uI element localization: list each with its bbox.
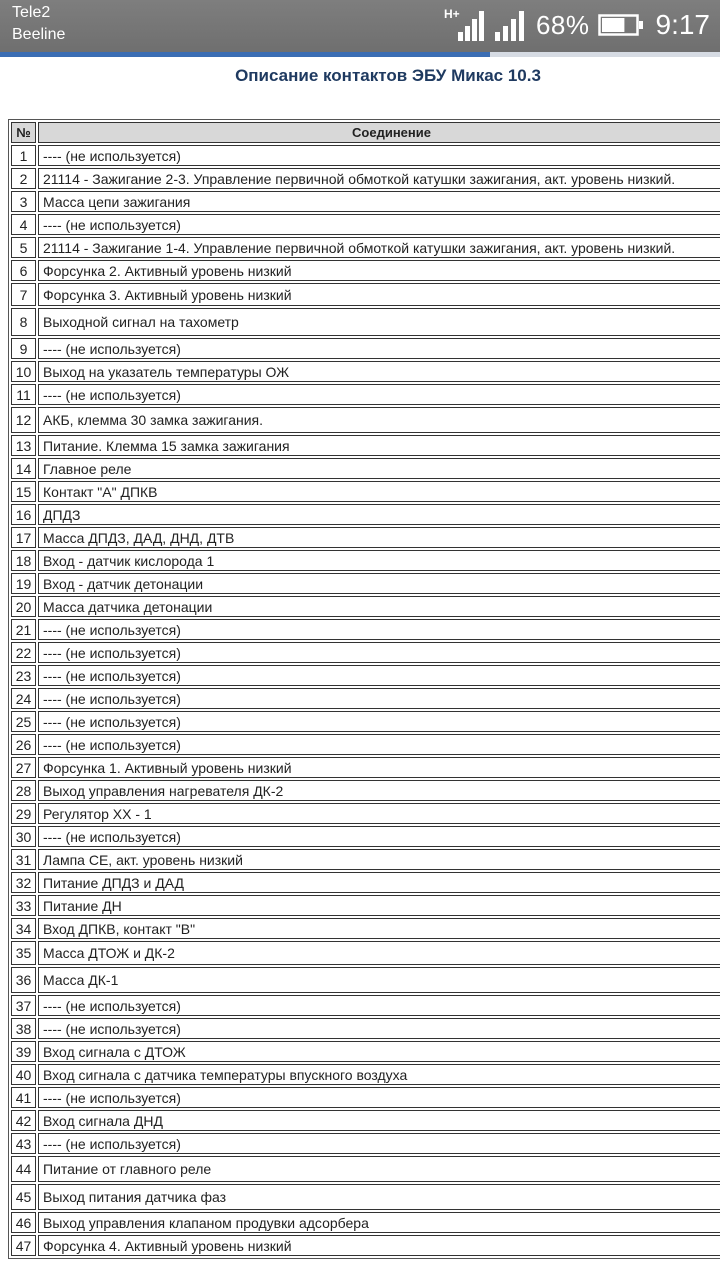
- pin-number: 35: [11, 941, 36, 965]
- table-row: [11, 1018, 720, 1039]
- pin-connection: Выход на указатель температуры ОЖ: [38, 361, 720, 382]
- pin-connection: Лампа СЕ, акт. уровень низкий: [38, 849, 720, 870]
- pin-connection: ---- (не используется): [38, 688, 720, 709]
- table-row: [11, 918, 720, 939]
- table-row: [11, 1212, 720, 1233]
- table-row: [11, 384, 720, 405]
- table-row: [11, 361, 720, 382]
- pin-number: 32: [11, 872, 36, 893]
- pin-number: 33: [11, 895, 36, 916]
- pin-connection: ---- (не используется): [38, 384, 720, 405]
- pin-number: 8: [11, 308, 36, 336]
- pin-connection: Форсунка 3. Активный уровень низкий: [38, 283, 720, 306]
- table-row: [11, 550, 720, 571]
- pin-number: 19: [11, 573, 36, 594]
- pin-connection: Масса ДТОЖ и ДК-2: [38, 941, 720, 965]
- pin-connection: Форсунка 1. Активный уровень низкий: [38, 757, 720, 778]
- pin-number: 24: [11, 688, 36, 709]
- pin-number: 21: [11, 619, 36, 640]
- pin-connection: ---- (не используется): [38, 1087, 720, 1108]
- pin-number: 23: [11, 665, 36, 686]
- table-row: [11, 1184, 720, 1210]
- pin-number: 16: [11, 504, 36, 525]
- battery-icon: [598, 12, 644, 38]
- pin-number: 26: [11, 734, 36, 755]
- pin-number: 25: [11, 711, 36, 732]
- carrier-1-label: Tele2: [12, 4, 51, 21]
- status-bar: [0, 0, 720, 52]
- pin-connection: Вход сигнала с датчика температуры впускного воздуха: [38, 1064, 720, 1085]
- pin-connection: ---- (не используется): [38, 826, 720, 847]
- table-row: [11, 407, 720, 433]
- table-row: [11, 1087, 720, 1108]
- pin-connection: ---- (не используется): [38, 145, 720, 166]
- pin-connection: Форсунка 4. Активный уровень низкий: [38, 1235, 720, 1256]
- pin-number: 4: [11, 214, 36, 235]
- pin-connection: ---- (не используется): [38, 1018, 720, 1039]
- pin-connection: Масса ДК-1: [38, 967, 720, 993]
- pin-connection: Выход управления нагревателя ДК-2: [38, 780, 720, 801]
- table-row: [11, 757, 720, 778]
- pin-number: 18: [11, 550, 36, 571]
- pin-connection: ---- (не используется): [38, 1133, 720, 1154]
- pin-number: 15: [11, 481, 36, 502]
- pin-connection: Главное реле: [38, 458, 720, 479]
- table-row: [11, 734, 720, 755]
- pin-number: 14: [11, 458, 36, 479]
- pin-number: 36: [11, 967, 36, 993]
- pin-connection: 21114 - Зажигание 2-3. Управление первичной обмоткой катушки зажигания, акт. уровень низкий.: [38, 168, 720, 189]
- pin-connection: Регулятор ХХ - 1: [38, 803, 720, 824]
- pin-connection: Питание. Клемма 15 замка зажигания: [38, 435, 720, 456]
- table-row: [11, 481, 720, 502]
- table-row: [11, 573, 720, 594]
- table-row: [11, 283, 720, 306]
- pin-number: 11: [11, 384, 36, 405]
- pin-number: 39: [11, 1041, 36, 1062]
- table-row: [11, 214, 720, 235]
- table-row: [11, 527, 720, 548]
- pin-connection: Масса ДПДЗ, ДАД, ДНД, ДТВ: [38, 527, 720, 548]
- status-icons: [444, 6, 710, 44]
- table-row: [11, 711, 720, 732]
- table-row: [11, 665, 720, 686]
- network-type-label: H+: [443, 7, 460, 21]
- pin-number: 38: [11, 1018, 36, 1039]
- table-row: [11, 619, 720, 640]
- table-row: [11, 780, 720, 801]
- table-row: [11, 872, 720, 893]
- pin-number: 13: [11, 435, 36, 456]
- table-row: [11, 596, 720, 617]
- pin-number: 10: [11, 361, 36, 382]
- pin-connection: Вход - датчик детонации: [38, 573, 720, 594]
- pin-number: 29: [11, 803, 36, 824]
- pin-connection: АКБ, клемма 30 замка зажигания.: [38, 407, 720, 433]
- table-row: [11, 941, 720, 965]
- pin-number: 44: [11, 1156, 36, 1182]
- table-row: [11, 338, 720, 359]
- pin-number: 6: [11, 260, 36, 281]
- table-row: [11, 308, 720, 336]
- pin-connection: Вход сигнала с ДТОЖ: [38, 1041, 720, 1062]
- pin-number: 41: [11, 1087, 36, 1108]
- table-row: [11, 642, 720, 663]
- table-row: [11, 826, 720, 847]
- table-row: [11, 995, 720, 1016]
- pin-number: 27: [11, 757, 36, 778]
- pin-connection: 21114 - Зажигание 1-4. Управление первичной обмоткой катушки зажигания, акт. уровень низкий.: [38, 237, 720, 258]
- pin-connection: ---- (не используется): [38, 338, 720, 359]
- table-row: [11, 260, 720, 281]
- pin-number: 37: [11, 995, 36, 1016]
- column-header-number: №: [11, 122, 36, 143]
- pin-connection: Вход сигнала ДНД: [38, 1110, 720, 1131]
- pin-connection: Питание ДПДЗ и ДАД: [38, 872, 720, 893]
- pin-connection: Питание от главного реле: [38, 1156, 720, 1182]
- table-row: [11, 1156, 720, 1182]
- pin-number: 20: [11, 596, 36, 617]
- pin-number: 45: [11, 1184, 36, 1210]
- pin-number: 43: [11, 1133, 36, 1154]
- pin-number: 7: [11, 283, 36, 306]
- pin-connection: Выход питания датчика фаз: [38, 1184, 720, 1210]
- table-row: [11, 435, 720, 456]
- table-row: [11, 688, 720, 709]
- pin-connection: Выходной сигнал на тахометр: [38, 308, 720, 336]
- pin-connection: ---- (не используется): [38, 734, 720, 755]
- table-row: [11, 967, 720, 993]
- pin-number: 47: [11, 1235, 36, 1256]
- pin-connection: Контакт "А" ДПКВ: [38, 481, 720, 502]
- pin-connection: ДПДЗ: [38, 504, 720, 525]
- pin-connection: Выход управления клапаном продувки адсорбера: [38, 1212, 720, 1233]
- pin-number: 3: [11, 191, 36, 212]
- pin-number: 9: [11, 338, 36, 359]
- table-row: [11, 1235, 720, 1256]
- pin-connection: Вход - датчик кислорода 1: [38, 550, 720, 571]
- table-row: [11, 237, 720, 258]
- pin-number: 34: [11, 918, 36, 939]
- clock: 9:17: [655, 9, 710, 40]
- table-row: [11, 849, 720, 870]
- pin-connection: Форсунка 2. Активный уровень низкий: [38, 260, 720, 281]
- table-row: [11, 191, 720, 212]
- pin-connection: ---- (не используется): [38, 642, 720, 663]
- pin-number: 17: [11, 527, 36, 548]
- table-row: [11, 895, 720, 916]
- page-load-progress: [0, 52, 720, 57]
- pin-connection: Масса цепи зажигания: [38, 191, 720, 212]
- pin-number: 42: [11, 1110, 36, 1131]
- pin-table: [8, 119, 720, 1259]
- pin-number: 2: [11, 168, 36, 189]
- table-row: [11, 458, 720, 479]
- table-header-row: [11, 122, 720, 143]
- pin-connection: Вход ДПКВ, контакт "В": [38, 918, 720, 939]
- pin-number: 1: [11, 145, 36, 166]
- pin-number: 5: [11, 237, 36, 258]
- pin-number: 30: [11, 826, 36, 847]
- column-header-connection: Соединение: [38, 122, 720, 143]
- pin-connection: ---- (не используется): [38, 711, 720, 732]
- pin-connection: ---- (не используется): [38, 665, 720, 686]
- page-load-progress-fill: [0, 52, 490, 57]
- pin-connection: Питание ДН: [38, 895, 720, 916]
- network-type-icon: [444, 8, 486, 42]
- pin-number: 12: [11, 407, 36, 433]
- battery-percent: 68%: [535, 9, 590, 40]
- pin-connection: ---- (не используется): [38, 619, 720, 640]
- table-row: [11, 168, 720, 189]
- pin-number: 22: [11, 642, 36, 663]
- table-row: [11, 1064, 720, 1085]
- pin-number: 46: [11, 1212, 36, 1233]
- pin-table-body: [11, 145, 720, 1256]
- pin-number: 31: [11, 849, 36, 870]
- signal-icon: [494, 8, 528, 42]
- pin-number: 28: [11, 780, 36, 801]
- table-row: [11, 145, 720, 166]
- table-row: [11, 1133, 720, 1154]
- table-row: [11, 1041, 720, 1062]
- table-row: [11, 1110, 720, 1131]
- pin-connection: ---- (не используется): [38, 214, 720, 235]
- pin-number: 40: [11, 1064, 36, 1085]
- table-row: [11, 504, 720, 525]
- page-title: Описание контактов ЭБУ Микас 10.3: [235, 66, 541, 85]
- carrier-2-label: Beeline: [12, 26, 66, 43]
- pin-connection: Масса датчика детонации: [38, 596, 720, 617]
- table-row: [11, 803, 720, 824]
- pin-connection: ---- (не используется): [38, 995, 720, 1016]
